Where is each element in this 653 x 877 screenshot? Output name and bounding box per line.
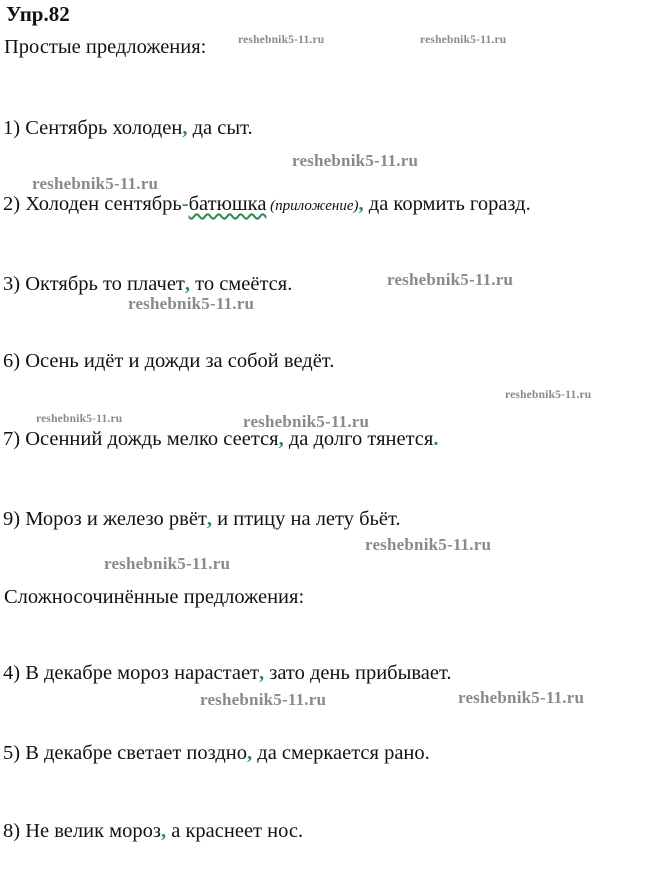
watermark: reshebnik5-11.ru (420, 34, 507, 46)
sentence-2-part-a: 2) Холоден сентябрь (3, 193, 182, 215)
sentence-8-part-a: 8) Не велик мороз (3, 820, 161, 842)
watermark: reshebnik5-11.ru (32, 174, 159, 193)
sentence-6-text: 6) Осень идёт и дожди за собой ведёт. (3, 350, 335, 372)
watermark: reshebnik5-11.ru (36, 413, 123, 425)
watermark: reshebnik5-11.ru (128, 294, 255, 313)
watermark: reshebnik5-11.ru (458, 688, 585, 707)
sentence-1-part-b: да сыт. (187, 117, 253, 139)
sentence-2 (3, 193, 531, 216)
sentence-9-comma: , (206, 508, 213, 530)
sentence-2-note: (приложение) (266, 198, 359, 214)
sentence-6 (3, 350, 334, 373)
watermark: reshebnik5-11.ru (238, 34, 325, 46)
sentence-7-period: . (433, 428, 439, 450)
sentence-4-part-b: зато день прибывает. (264, 662, 452, 684)
sentence-5-comma: , (247, 742, 253, 764)
sentence-7-part-b: да долго тянется (283, 428, 434, 450)
sentence-9-part-a: 9) Мороз и железо рвёт (3, 508, 207, 530)
sentence-7-comma: , (278, 428, 284, 450)
watermark: reshebnik5-11.ru (104, 554, 231, 573)
watermark: reshebnik5-11.ru (505, 389, 592, 401)
sentence-4-part-a: 4) В декабре мороз нарастает (3, 662, 260, 684)
sentence-5-part-b: да смеркается рано. (252, 742, 430, 764)
sentence-9-part-b: и птицу на лету бьёт. (212, 508, 401, 530)
sentence-2-part-b: да кормить горазд. (363, 193, 531, 215)
sentence-2-apposition: батюшка (188, 193, 267, 215)
sentence-3-part-b: то смеётся. (190, 273, 293, 295)
sentence-8 (3, 820, 303, 843)
sentence-4-comma: , (259, 662, 265, 684)
sentence-2-dash: - (181, 193, 189, 215)
watermark: reshebnik5-11.ru (243, 412, 370, 431)
watermark: reshebnik5-11.ru (292, 151, 419, 170)
sentence-9 (3, 508, 401, 531)
sentence-3 (3, 273, 292, 296)
sentence-3-part-a: 3) Октябрь то плачет (3, 273, 185, 295)
watermark: reshebnik5-11.ru (200, 690, 327, 709)
sentence-1 (3, 117, 253, 140)
sentence-8-comma: , (161, 820, 167, 842)
sentence-1-part-a: 1) Сентябрь холоден (3, 117, 183, 139)
sentence-3-comma: , (184, 273, 191, 295)
watermark: reshebnik5-11.ru (387, 270, 514, 289)
sentence-4 (3, 662, 452, 685)
sentence-2-comma: , (358, 193, 364, 215)
sentence-5 (3, 742, 430, 765)
compound-sentences-heading: Сложносочинённые предложения: (4, 586, 305, 608)
sentence-8-part-b: а краснеет нос. (166, 820, 304, 842)
sentence-1-comma: , (182, 117, 188, 139)
sentence-7-part-a: 7) Осенний дождь мелко сеется (3, 428, 279, 450)
sentence-5-part-a: 5) В декабре светает поздно (3, 742, 248, 764)
simple-sentences-heading: Простые предложения: (4, 36, 207, 58)
watermark: reshebnik5-11.ru (365, 535, 492, 554)
sentence-7 (3, 428, 438, 451)
exercise-title: Упр.82 (6, 2, 70, 26)
